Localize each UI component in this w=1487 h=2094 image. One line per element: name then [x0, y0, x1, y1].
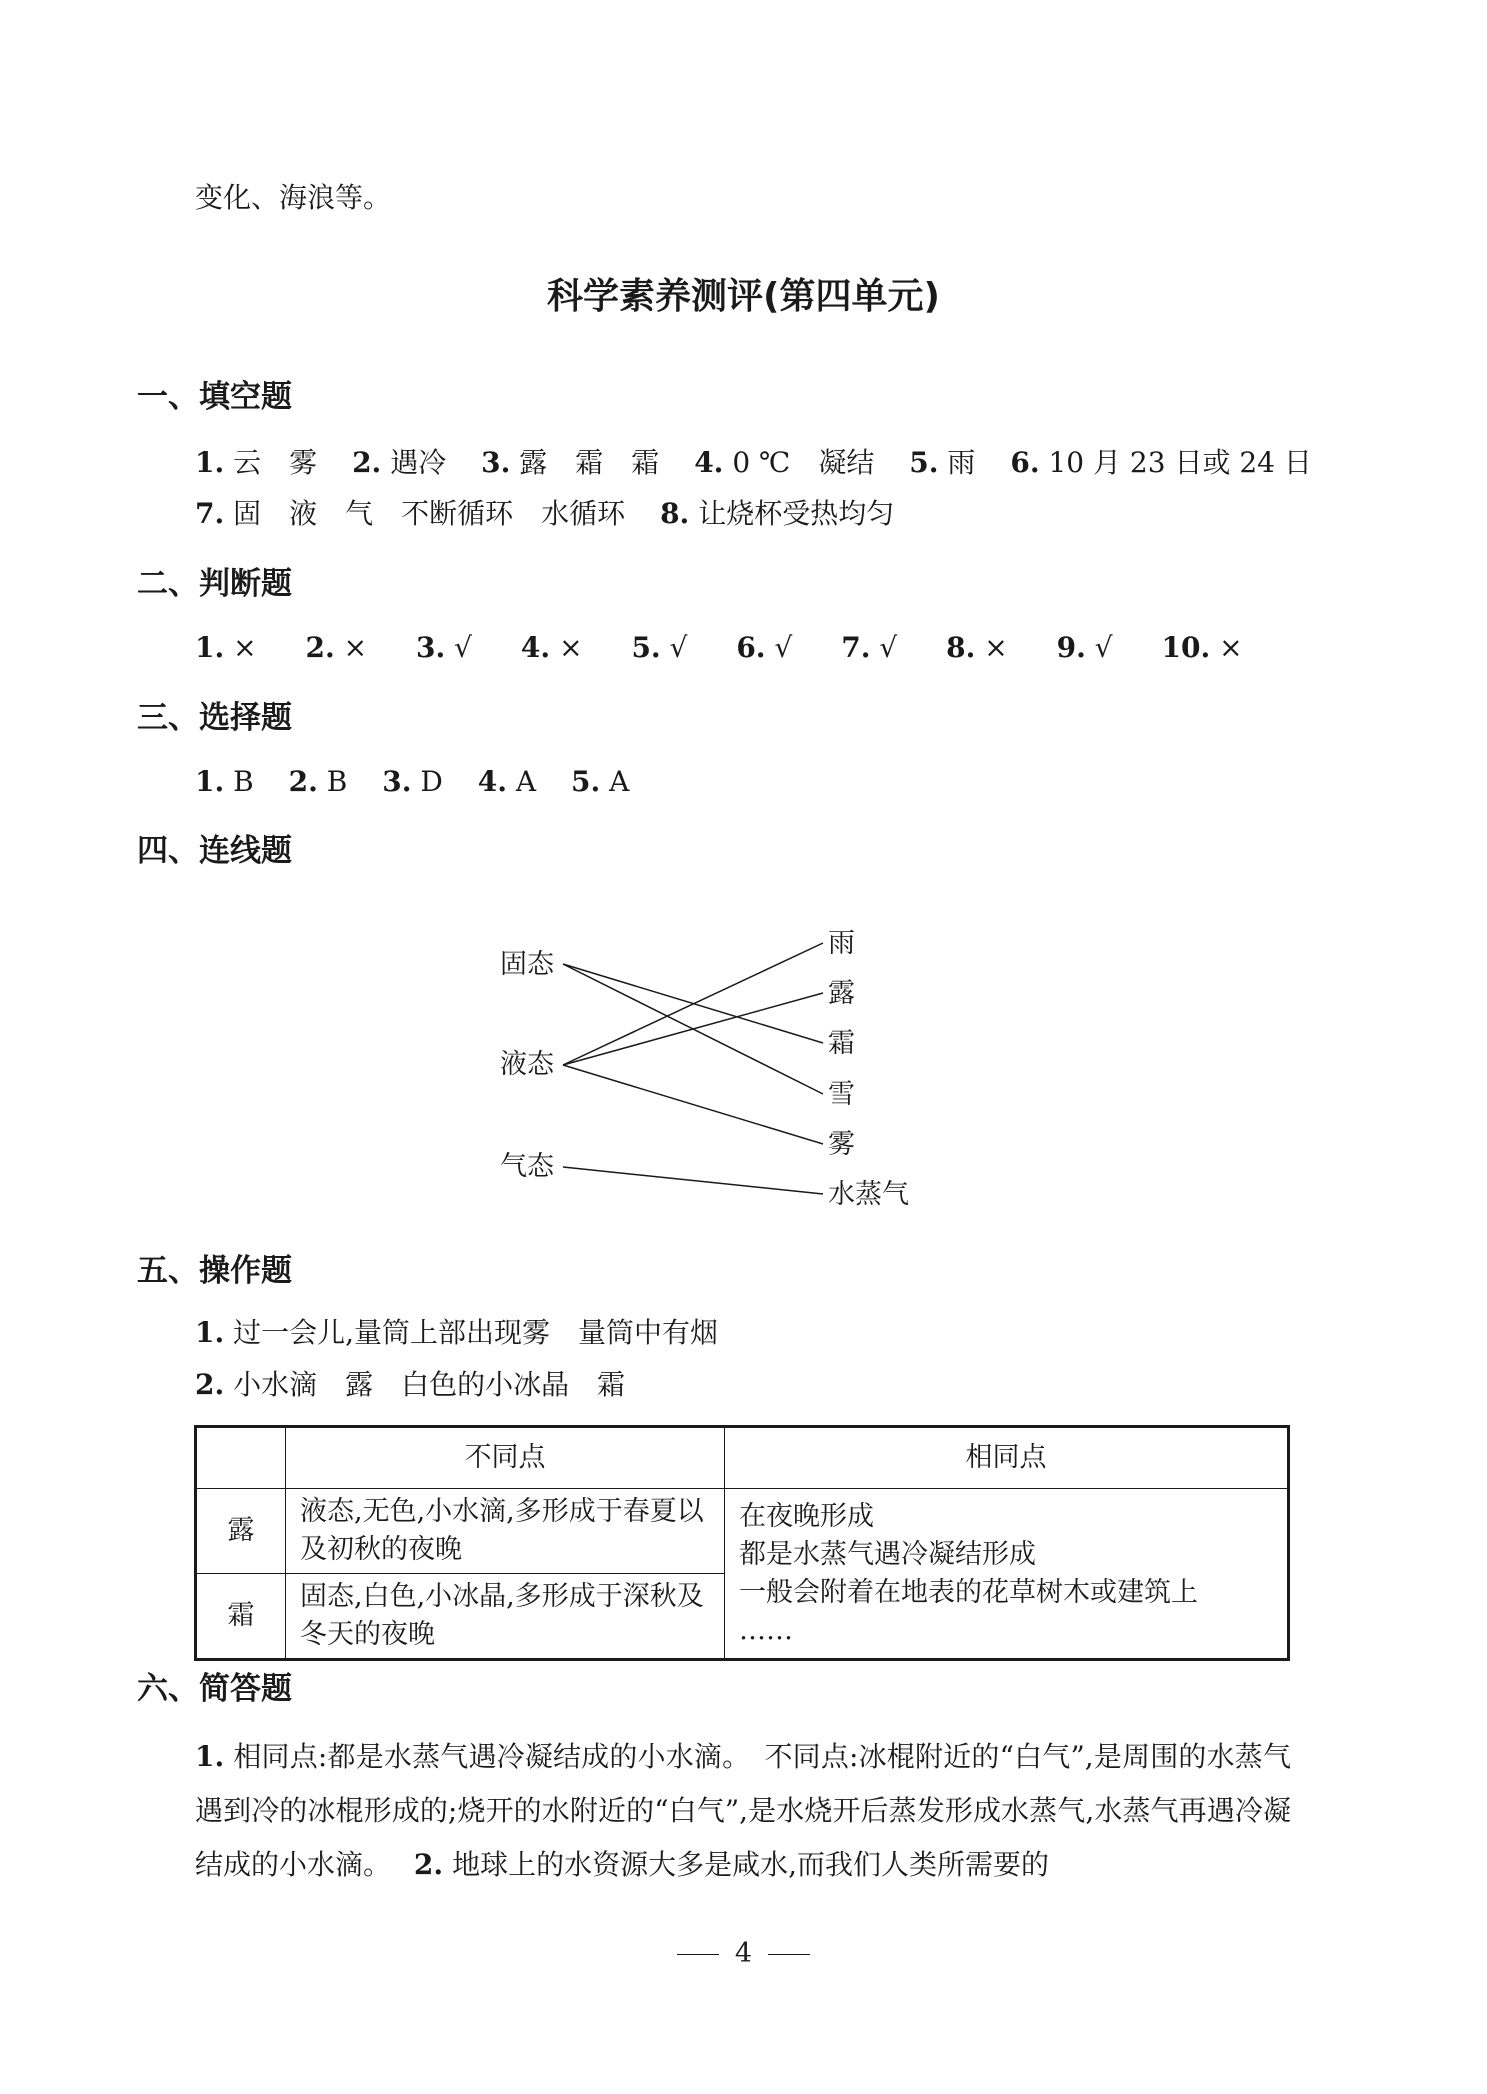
answer-num: 8. [946, 631, 976, 664]
answer-letter: A [609, 765, 630, 798]
answer-num: 1. [195, 1740, 225, 1773]
answer-num: 7. [195, 497, 225, 530]
answer-num: 1. [195, 446, 225, 479]
answer-text: 露 霜 霜 [519, 446, 660, 479]
matching-diagram [0, 910, 1487, 1230]
answer-num: 2. [413, 1848, 444, 1881]
section-heading-choice: 三、选择题 [137, 700, 292, 736]
comparison-table [194, 1425, 1290, 1661]
answer-num: 6. [1010, 446, 1040, 479]
answer-num: 2. [352, 446, 382, 479]
answer-letter: B [326, 765, 348, 798]
match-right-frost: 霜 [828, 1028, 855, 1059]
answer-num: 4. [477, 765, 507, 798]
answer-letter: D [420, 765, 443, 798]
table-row [196, 1489, 1289, 1574]
table-header-same: 相同点 [725, 1427, 1289, 1489]
answer-num: 1. [195, 1316, 225, 1349]
matching-links [563, 943, 823, 1194]
match-right-rain: 雨 [828, 928, 855, 959]
answer-text: 遇冷 [390, 446, 447, 479]
answer-num: 1. [195, 765, 225, 798]
same-line: 一般会附着在地表的花草树木或建筑上 [739, 1576, 1198, 1608]
answer-text: 云 雾 [233, 446, 318, 479]
answer-letter: A [515, 765, 537, 798]
answer-mark: √ [669, 631, 688, 664]
section-heading-matching: 四、连线题 [137, 833, 292, 869]
judgement-answers [195, 628, 1243, 668]
table-header-row [196, 1427, 1289, 1489]
answer-mark: × [984, 631, 1008, 664]
table-row-label-frost: 霜 [196, 1574, 286, 1660]
answer-num: 4. [520, 631, 551, 664]
answer-num: 10. [1161, 631, 1211, 664]
match-link-5 [563, 1167, 823, 1194]
answer-mark: √ [774, 631, 793, 664]
continuation-text: 变化、海浪等。 [195, 181, 392, 214]
answer-num: 2. [305, 631, 335, 664]
match-link-4 [563, 1065, 823, 1144]
answer-num: 2. [288, 765, 318, 798]
page-title: 科学素养测评(第四单元) [547, 276, 940, 317]
table-row-label-dew: 露 [196, 1489, 286, 1574]
footer-dash-left [677, 1954, 719, 1955]
operation-q2 [195, 1365, 625, 1405]
match-left-liquid: 液态 [500, 1049, 554, 1080]
fill-blank-line-2 [195, 494, 894, 534]
match-left-solid: 固态 [500, 949, 554, 980]
same-line: 在夜晚形成 [739, 1500, 874, 1532]
answer-num: 5. [571, 765, 601, 798]
same-line: …… [739, 1614, 793, 1646]
answer-num: 2. [195, 1368, 225, 1401]
match-right-fog: 雾 [828, 1129, 855, 1160]
page-number-footer [0, 1938, 1487, 1969]
answer-mark: √ [1094, 631, 1113, 664]
table-cell-frost-diff: 固态,白色,小冰晶,多形成于深秋及冬天的夜晚 [286, 1574, 725, 1660]
table-corner-cell [196, 1427, 286, 1489]
match-right-vapor: 水蒸气 [828, 1179, 909, 1210]
page-number: 4 [734, 1938, 753, 1969]
choice-answers [195, 762, 629, 802]
answer-text: 0 ℃ 凝结 [732, 446, 875, 479]
table-cell-same [725, 1489, 1289, 1660]
section-heading-fill-blank: 一、填空题 [137, 379, 292, 415]
operation-q1 [195, 1313, 718, 1353]
match-right-snow: 雪 [828, 1079, 855, 1110]
answer-text: 固 液 气 不断循环 水循环 [233, 497, 626, 530]
answer-text: 10 月 23 日或 24 日 [1048, 446, 1312, 479]
answer-mark: √ [879, 631, 898, 664]
answer-letter: B [233, 765, 254, 798]
footer-dash-right [768, 1954, 810, 1955]
answer-num: 1. [195, 631, 225, 664]
answer-text: 过一会儿,量筒上部出现雾 量筒中有烟 [233, 1316, 719, 1349]
answer-mark: √ [454, 631, 473, 664]
answer-text: 让烧杯受热均匀 [698, 497, 895, 530]
answer-text: 雨 [947, 446, 976, 479]
answer-mark: × [559, 631, 583, 664]
answer-num: 3. [382, 765, 412, 798]
answer-num: 4. [694, 446, 724, 479]
section-heading-operation: 五、操作题 [137, 1253, 292, 1289]
answer-num: 6. [736, 631, 766, 664]
same-line: 都是水蒸气遇冷凝结形成 [739, 1538, 1036, 1570]
answer-num: 5. [909, 446, 939, 479]
short-answer-q2: 地球上的水资源大多是咸水,而我们人类所需要的 [452, 1848, 1049, 1881]
table-header-diff: 不同点 [286, 1427, 725, 1489]
section-heading-short-answer: 六、简答题 [137, 1671, 292, 1707]
answer-num: 9. [1056, 631, 1086, 664]
answer-num: 3. [481, 446, 511, 479]
answer-num: 7. [841, 631, 871, 664]
answer-num: 8. [660, 497, 690, 530]
answer-mark: × [343, 631, 368, 664]
answer-num: 5. [631, 631, 661, 664]
match-right-dew: 露 [828, 978, 855, 1009]
answer-mark: × [233, 631, 257, 664]
fill-blank-line-1 [195, 443, 1312, 483]
short-answer-q1: 相同点:都是水蒸气遇冷凝结成的小水滴。 不同点:冰棍附近的“白气”,是周围的水蒸气遇到冷的冰棍形成的;烧开的水附近的“白气”,是水烧开后蒸发形成水蒸气,水蒸气再遇冷凝结成的小水滴。 [195, 1740, 1291, 1881]
answer-mark: × [1219, 631, 1243, 664]
match-left-gas: 气态 [500, 1151, 554, 1182]
section-heading-judgement: 二、判断题 [137, 566, 292, 602]
answer-text: 小水滴 露 白色的小冰晶 霜 [233, 1368, 626, 1401]
table-cell-dew-diff: 液态,无色,小水滴,多形成于春夏以及初秋的夜晚 [286, 1489, 725, 1574]
answer-num: 3. [416, 631, 446, 664]
short-answer-paragraph [195, 1730, 1291, 1892]
